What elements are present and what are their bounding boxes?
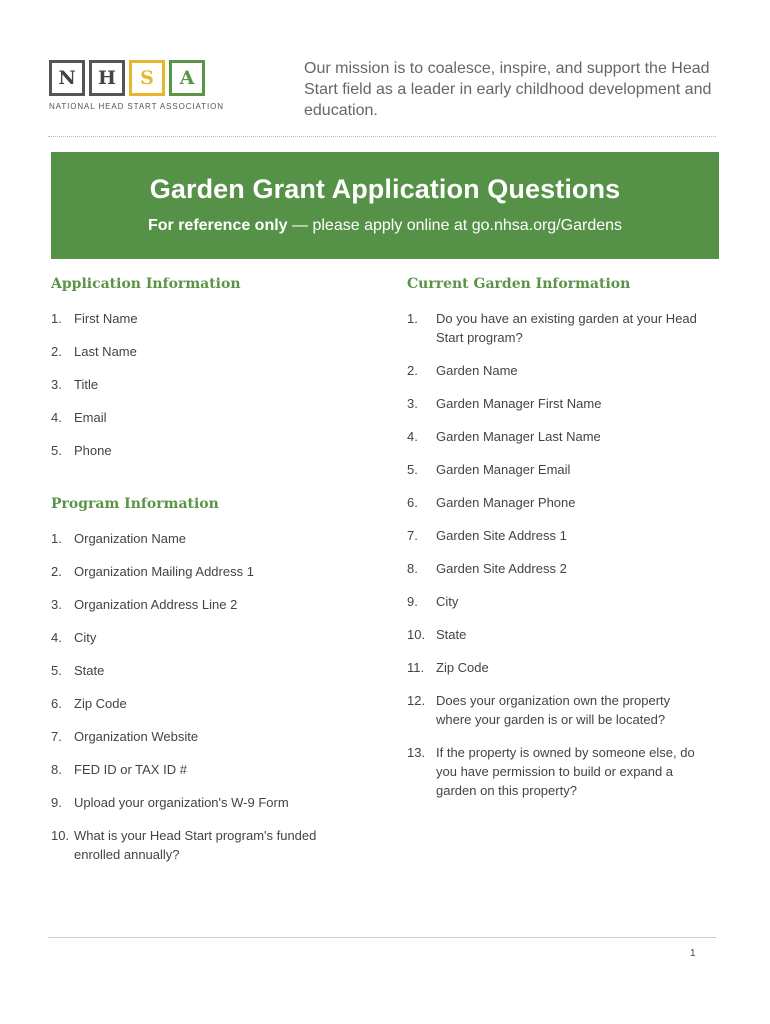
list-item (51, 727, 351, 746)
list-item (407, 559, 707, 578)
question-text: Upload your organization's W-9 Form (74, 795, 289, 810)
question-text: Phone (74, 443, 112, 458)
garden-questions-list (407, 309, 707, 814)
logo-letter-s: S (129, 60, 165, 96)
list-item (407, 460, 707, 479)
question-number: 1. (51, 531, 62, 546)
logo-letter-boxes (49, 60, 219, 96)
question-number: 3. (51, 377, 62, 392)
nhsa-logo (49, 60, 224, 111)
list-item (51, 441, 371, 460)
footer-divider (48, 937, 716, 938)
question-text: Organization Website (74, 729, 199, 744)
list-item (51, 595, 351, 614)
list-item (51, 342, 371, 361)
question-text: Garden Site Address 1 (436, 528, 567, 543)
list-item (51, 694, 351, 713)
application-questions-list (51, 309, 371, 474)
question-number: 9. (51, 795, 62, 810)
list-item (407, 427, 707, 446)
question-text: Garden Manager First Name (436, 396, 602, 411)
question-text: Zip Code (436, 660, 489, 675)
section-title-garden: Current Garden Information (407, 276, 631, 292)
question-number: 3. (51, 597, 62, 612)
question-number: 7. (407, 528, 418, 543)
question-text: FED ID or TAX ID # (74, 762, 187, 777)
section-title-program: Program Information (51, 496, 219, 512)
question-text: State (74, 663, 105, 678)
question-text: Last Name (74, 344, 137, 359)
question-number: 8. (407, 561, 418, 576)
section-title-application: Application Information (51, 276, 241, 292)
question-number: 6. (51, 696, 62, 711)
question-text: Garden Manager Email (436, 462, 571, 477)
logo-letter-n: N (49, 60, 85, 96)
list-item (407, 743, 707, 800)
question-number: 2. (51, 564, 62, 579)
question-number: 13. (407, 745, 426, 760)
list-item (407, 309, 707, 347)
question-number: 1. (407, 311, 418, 326)
list-item (407, 658, 707, 677)
question-text: Do you have an existing garden at your Head Start program? (436, 311, 697, 345)
question-number: 5. (51, 443, 62, 458)
title-banner (51, 152, 719, 259)
list-item (51, 628, 351, 647)
list-item (407, 625, 707, 644)
question-text: City (74, 630, 97, 645)
banner-subtitle-emphasis: For reference only (147, 217, 288, 234)
list-item (407, 592, 707, 611)
list-item (51, 562, 351, 581)
question-text: What is your Head Start program's funded enrolled annually? (74, 828, 317, 862)
question-text: Organization Name (74, 531, 186, 546)
page-number: 1 (690, 948, 696, 959)
list-item (407, 526, 707, 545)
question-text: Garden Name (436, 363, 518, 378)
question-number: 7. (51, 729, 62, 744)
question-text: Garden Site Address 2 (436, 561, 567, 576)
list-item (407, 691, 707, 729)
question-text: Zip Code (74, 696, 127, 711)
list-item (407, 394, 707, 413)
logo-letter-a: A (169, 60, 205, 96)
question-number: 10. (407, 627, 426, 642)
question-number: 3. (407, 396, 418, 411)
list-item (51, 408, 371, 427)
question-number: 11. (407, 660, 425, 675)
question-text: Organization Address Line 2 (74, 597, 238, 612)
question-number: 4. (51, 630, 62, 645)
question-number: 8. (51, 762, 62, 777)
program-questions-list (51, 529, 351, 878)
list-item (407, 361, 707, 380)
list-item (407, 493, 707, 512)
question-text: Email (74, 410, 107, 425)
question-number: 6. (407, 495, 418, 510)
mission-statement: Our mission is to coalesce, inspire, and support the Head Start field as a leader in early childhood development and education. (304, 60, 712, 119)
list-item (51, 826, 351, 864)
question-number: 4. (51, 410, 62, 425)
list-item (51, 529, 351, 548)
banner-subtitle-text: — please apply online at go.nhsa.org/Gardens (287, 217, 623, 234)
page-title: Garden Grant Application Questions (149, 174, 621, 204)
list-item (51, 375, 371, 394)
list-item (51, 661, 351, 680)
question-number: 4. (407, 429, 418, 444)
question-text: Organization Mailing Address 1 (74, 564, 254, 579)
question-number: 2. (51, 344, 62, 359)
question-number: 5. (51, 663, 62, 678)
question-number: 10. (51, 828, 70, 843)
question-text: Title (74, 377, 99, 392)
question-number: 12. (407, 693, 426, 708)
logo-subtitle: NATIONAL HEAD START ASSOCIATION (49, 102, 224, 111)
question-number: 2. (407, 363, 418, 378)
question-text: Does your organization own the property where your garden is or will be located? (436, 693, 671, 727)
header-divider (48, 136, 716, 137)
question-number: 9. (407, 594, 418, 609)
question-text: Garden Manager Phone (436, 495, 576, 510)
question-text: If the property is owned by someone else, do you have permission to build or expand a garden on this property? (436, 745, 695, 798)
question-text: Garden Manager Last Name (436, 429, 601, 444)
question-text: City (436, 594, 459, 609)
logo-letter-h: H (89, 60, 125, 96)
list-item (51, 760, 351, 779)
banner-subtitle (51, 217, 719, 235)
list-item (51, 309, 371, 328)
question-text: State (436, 627, 467, 642)
question-text: First Name (74, 311, 138, 326)
list-item (51, 793, 351, 812)
question-number: 5. (407, 462, 418, 477)
question-number: 1. (51, 311, 62, 326)
